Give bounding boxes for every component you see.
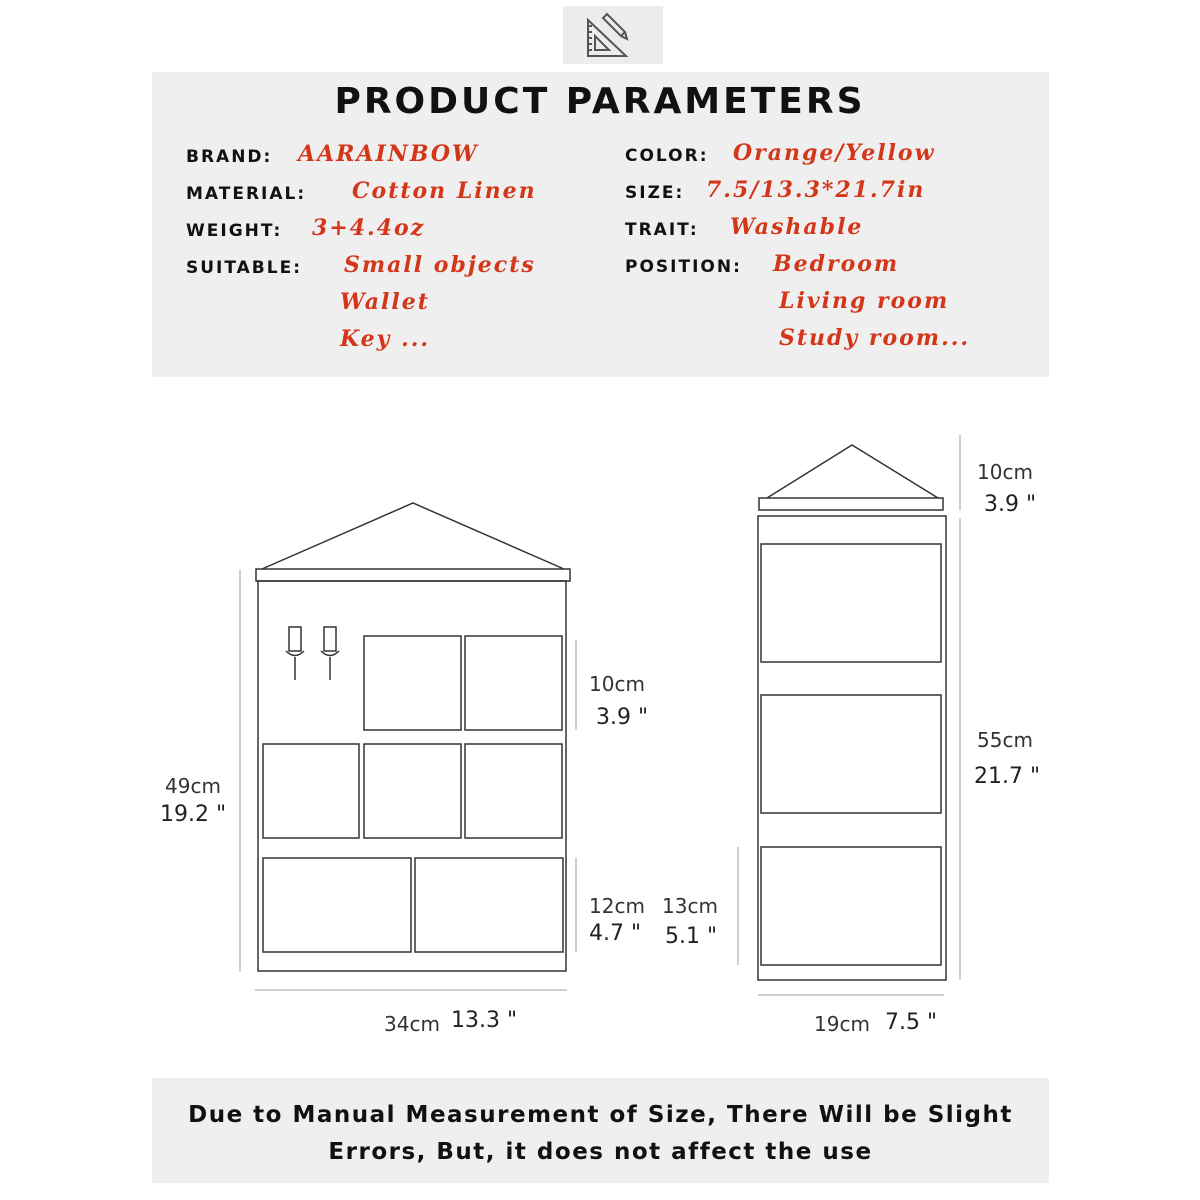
suitable-label: SUITABLE: [186, 258, 303, 278]
large-dimension-lines [240, 570, 576, 990]
small-height-in: 21.7 " [974, 764, 1041, 789]
pocket-top-2 [465, 636, 562, 730]
small-body [758, 516, 946, 980]
small-pocket-3 [761, 847, 941, 965]
measurement-note-panel [152, 1078, 1049, 1183]
large-body [258, 581, 566, 971]
color-value: Orange/Yellow [733, 140, 936, 166]
small-pocket-cm: 13cm [662, 894, 718, 918]
large-pocket-cm: 10cm [589, 672, 645, 696]
measurement-note-line-1: Due to Manual Measurement of Size, There Will be Slight [188, 1102, 1013, 1128]
small-width-in: 7.5 " [885, 1010, 938, 1035]
brand-value: AARAINBOW [298, 141, 479, 167]
large-bottom-in: 4.7 " [589, 921, 642, 946]
suitable-value-1: Small objects [344, 252, 536, 278]
position-value-1: Bedroom [773, 251, 900, 277]
large-bottom-cm: 12cm [589, 894, 645, 918]
material-label: MATERIAL: [186, 184, 307, 204]
material-value: Cotton Linen [352, 178, 537, 204]
weight-label: WEIGHT: [186, 221, 283, 241]
suitable-value-2: Wallet [340, 289, 430, 315]
size-value: 7.5/13.3*21.7in [706, 177, 926, 203]
brand-label: BRAND: [186, 147, 273, 167]
small-hanging-rod [759, 498, 943, 510]
hook-left [286, 627, 304, 680]
small-height-cm: 55cm [977, 728, 1033, 752]
large-organizer [256, 503, 570, 971]
measurement-note-line-2: Errors, But, it does not affect the use [328, 1139, 873, 1165]
small-pocket-2 [761, 695, 941, 813]
large-width-in: 13.3 " [451, 1008, 518, 1033]
trait-value: Washable [730, 214, 864, 240]
large-pocket-in: 3.9 " [596, 705, 649, 730]
small-pocket-in: 5.1 " [665, 924, 718, 949]
weight-value: 3+4.4oz [312, 215, 426, 241]
pocket-bottom-2 [415, 858, 563, 952]
large-hanging-rod [256, 569, 570, 581]
large-height-cm: 49cm [165, 774, 221, 798]
small-pocket-1 [761, 544, 941, 662]
small-roof-in: 3.9 " [984, 492, 1037, 517]
large-width-cm: 34cm [384, 1012, 440, 1036]
small-width-cm: 19cm [814, 1012, 870, 1036]
size-label: SIZE: [625, 183, 685, 203]
small-dimension-lines [738, 435, 960, 995]
parameters-title: PRODUCT PARAMETERS [334, 81, 866, 122]
trait-label: TRAIT: [625, 220, 699, 240]
hook-right [321, 627, 339, 680]
large-roof [262, 503, 564, 569]
pocket-mid-2 [364, 744, 461, 838]
position-value-3: Study room... [779, 325, 971, 351]
suitable-value-3: Key ... [340, 326, 431, 352]
pocket-mid-3 [465, 744, 562, 838]
small-roof-cm: 10cm [977, 460, 1033, 484]
small-organizer [758, 445, 946, 980]
position-value-2: Living room [779, 288, 950, 314]
color-label: COLOR: [625, 146, 709, 166]
pocket-mid-1 [263, 744, 359, 838]
position-label: POSITION: [625, 257, 742, 277]
small-roof [767, 445, 938, 498]
pocket-bottom-1 [263, 858, 411, 952]
large-height-in: 19.2 " [160, 802, 227, 827]
pocket-top-1 [364, 636, 461, 730]
